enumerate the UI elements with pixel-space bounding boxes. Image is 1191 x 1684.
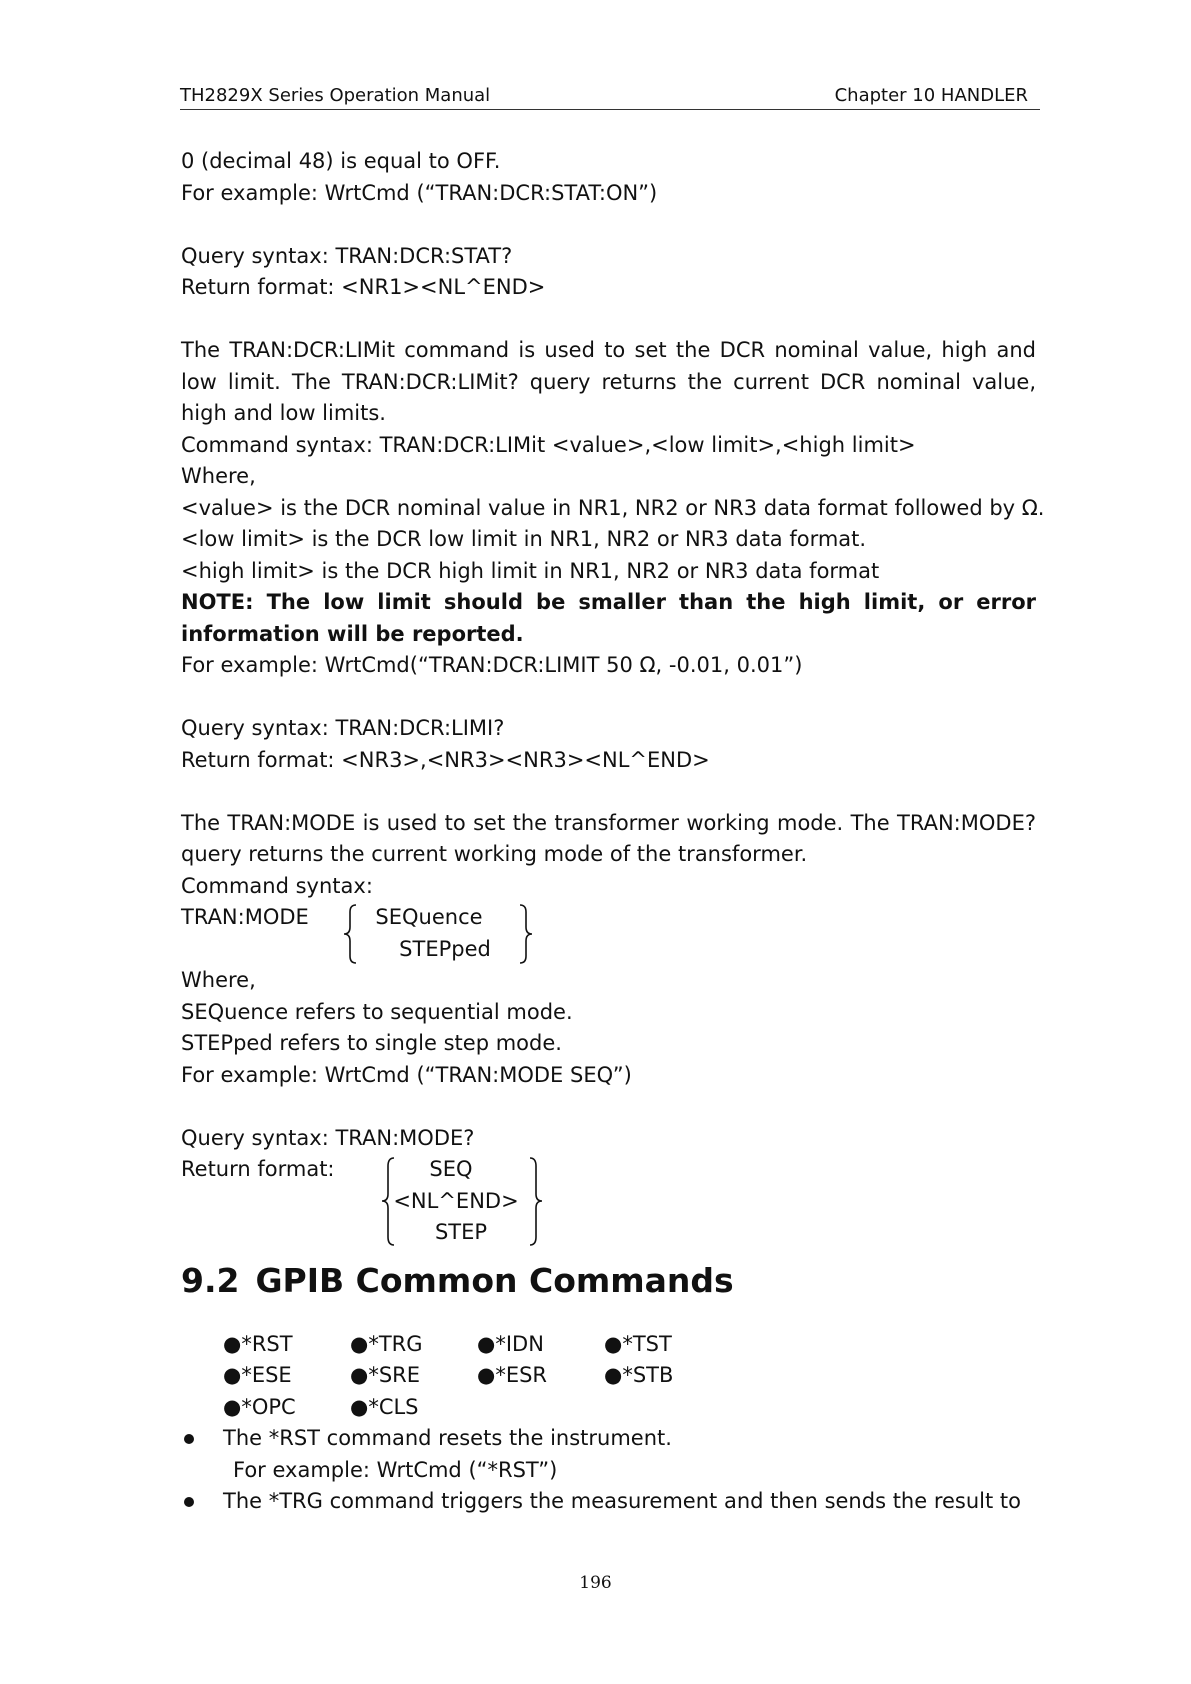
return-step: STEP	[434, 1220, 488, 1244]
command-item: ●*ESR	[477, 1363, 548, 1387]
paragraph-line: The TRAN:DCR:LIMit command is used to set the DCR nominal value, high and	[181, 338, 1036, 362]
command-item: ●*RST	[223, 1331, 293, 1356]
return-format-block	[181, 1154, 1036, 1249]
bullet-text: The *TRG command triggers the measurement and then sends the result to	[223, 1489, 1021, 1513]
query-syntax: Query syntax: TRAN:DCR:STAT?	[181, 243, 513, 268]
command-item: ●*TST	[604, 1331, 672, 1356]
paragraph-line: query returns the current working mode of the transformer.	[181, 842, 808, 866]
paragraph-line: low limit. The TRAN:DCR:LIMit? query returns the current DCR nominal value,	[181, 369, 1036, 394]
param-description: SEQuence refers to sequential mode.	[181, 999, 573, 1024]
return-format-label: Return format:	[181, 1157, 335, 1181]
bullet-dot-icon	[184, 1497, 194, 1507]
command-item: ●*OPC	[223, 1394, 296, 1419]
page-content	[181, 146, 1045, 1518]
left-brace-icon	[341, 903, 361, 965]
mode-syntax-block	[181, 902, 1036, 965]
common-commands-list	[223, 1329, 1036, 1424]
bullet-item	[181, 1423, 1036, 1455]
example-line: For example: WrtCmd(“TRAN:DCR:LIMIT 50 Ω, -0.01, 0.01”)	[181, 653, 803, 677]
note-line: NOTE: The low limit should be smaller than the high limit, or error	[181, 590, 1036, 614]
bullet-text: The *RST command resets the instrument.	[223, 1426, 672, 1450]
text-line: 0 (decimal 48) is equal to OFF.	[181, 149, 501, 173]
return-end: <NL^END>	[393, 1188, 519, 1213]
page-number: 196	[579, 1573, 612, 1593]
command-item: ●*IDN	[477, 1331, 544, 1356]
chapter-title: Chapter 10 HANDLER	[834, 85, 1028, 106]
option-stepped: STEPped	[399, 936, 491, 961]
mode-options	[361, 902, 511, 965]
example-line: For example: WrtCmd (“TRAN:MODE SEQ”)	[181, 1062, 632, 1087]
return-format: Return format: <NR1><NL^END>	[181, 275, 546, 299]
section-number: 9.2	[181, 1260, 240, 1300]
note-line: information will be reported.	[181, 621, 524, 646]
command-item: ●*CLS	[350, 1394, 419, 1419]
right-brace-icon	[525, 1156, 545, 1247]
bullet-item	[181, 1486, 1036, 1518]
param-description: STEPped refers to single step mode.	[181, 1031, 562, 1055]
bullet-dot-icon	[184, 1434, 194, 1444]
return-seq: SEQ	[429, 1157, 473, 1181]
manual-title: TH2829X Series Operation Manual	[180, 85, 491, 106]
command-syntax-label: Command syntax:	[181, 873, 373, 898]
return-options	[391, 1154, 521, 1249]
param-description: <low limit> is the DCR low limit in NR1, NR2 or NR3 data format.	[181, 527, 867, 551]
query-syntax: Query syntax: TRAN:MODE?	[181, 1125, 475, 1150]
section-heading	[181, 1261, 1036, 1301]
param-description: <high limit> is the DCR high limit in NR1, NR2 or NR3 data format	[181, 558, 880, 583]
return-format: Return format: <NR3>,<NR3><NR3><NL^END>	[181, 747, 710, 772]
param-description: <value> is the DCR nominal value in NR1, NR2 or NR3 data format followed by Ω.	[181, 495, 1045, 520]
command-item: ●*TRG	[350, 1331, 423, 1356]
command-item: ●*ESE	[223, 1363, 292, 1387]
command-item: ●*SRE	[350, 1363, 421, 1387]
page-header	[180, 85, 1040, 110]
right-brace-icon	[515, 903, 535, 965]
command-name: TRAN:MODE	[181, 905, 309, 929]
option-sequence: SEQuence	[375, 905, 483, 929]
example-line: For example: WrtCmd (“TRAN:DCR:STAT:ON”)	[181, 180, 658, 205]
command-syntax: Command syntax: TRAN:DCR:LIMit <value>,<low limit>,<high limit>	[181, 432, 916, 457]
query-syntax: Query syntax: TRAN:DCR:LIMI?	[181, 716, 505, 740]
where-label: Where,	[181, 968, 256, 992]
paragraph-line: high and low limits.	[181, 401, 386, 425]
paragraph-line: The TRAN:MODE is used to set the transformer working mode. The TRAN:MODE?	[181, 810, 1036, 835]
section-title: GPIB Common Commands	[255, 1260, 734, 1300]
command-item: ●*STB	[604, 1363, 674, 1387]
where-label: Where,	[181, 464, 256, 488]
example-line: For example: WrtCmd (“*RST”)	[233, 1457, 558, 1482]
